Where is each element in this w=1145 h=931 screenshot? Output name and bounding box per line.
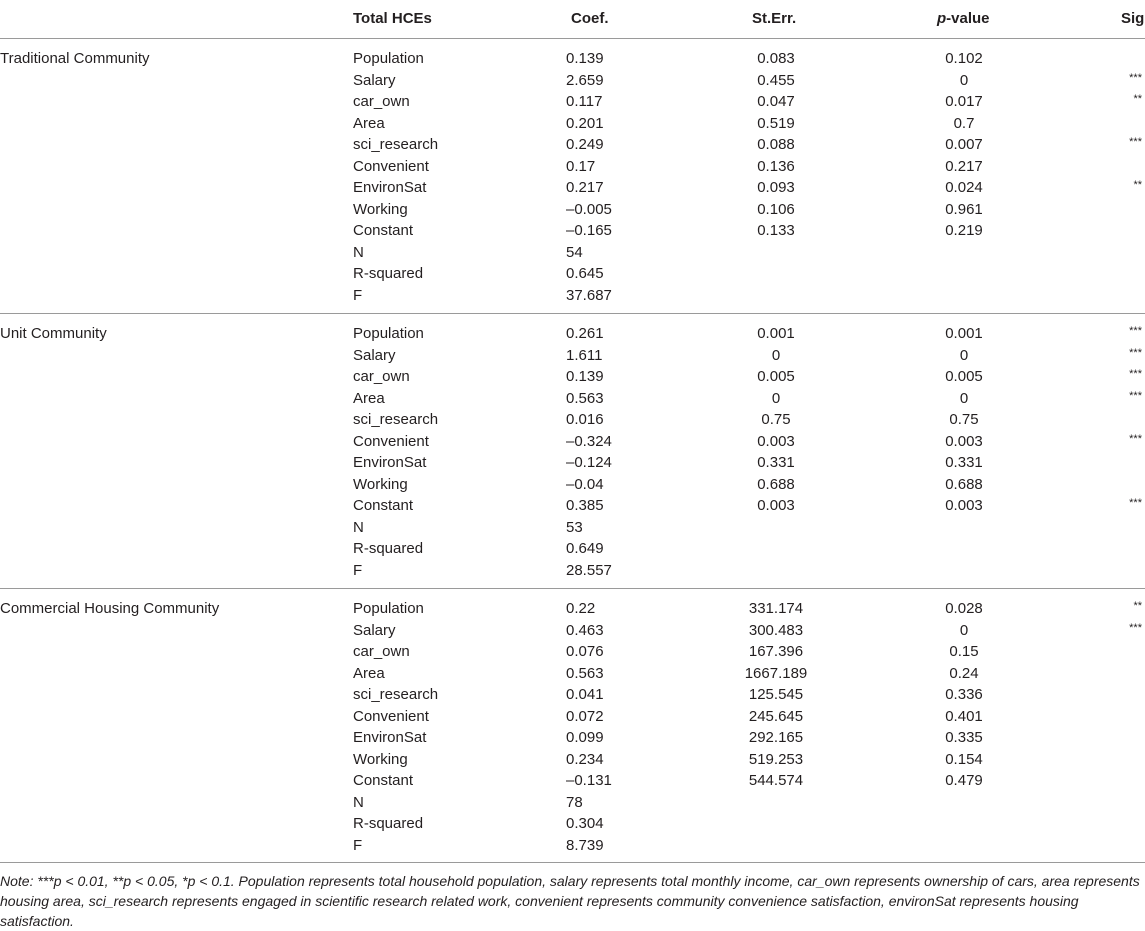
table-row (0, 813, 1145, 835)
cell-st-err: 0.519 (757, 114, 795, 132)
cell-variable: Working (353, 475, 408, 493)
cell-sig: *** (1129, 346, 1142, 359)
cell-variable: EnvironSat (353, 454, 427, 471)
table-row (0, 177, 1145, 199)
cell-st-err: 0.331 (757, 454, 795, 471)
table-row (0, 156, 1145, 178)
cell-variable: Salary (353, 71, 396, 89)
cell-coef: 0.234 (566, 750, 604, 768)
cell-sig: *** (1129, 368, 1142, 380)
table-row (0, 220, 1145, 242)
cell-variable: sci_research (353, 136, 439, 153)
table-row (0, 323, 1145, 345)
cell-sig: ** (1133, 179, 1142, 191)
cell-sig: *** (1129, 497, 1142, 509)
cell-p-value: 0.401 (945, 707, 983, 725)
header-p-rest: -value (946, 10, 990, 27)
cell-st-err: 0.688 (757, 475, 795, 493)
cell-variable: F (353, 286, 363, 304)
header-st-err: St.Err. (752, 10, 797, 27)
cell-st-err: 0.133 (757, 222, 795, 239)
cell-p-value: 0 (959, 621, 969, 639)
cell-p-value: 0.479 (945, 772, 983, 789)
cell-coef: 0.645 (566, 265, 604, 282)
cell-p-value: 0.961 (945, 200, 983, 218)
cell-st-err: 125.545 (748, 686, 804, 703)
header-rule (0, 38, 1145, 39)
cell-p-value: 0.336 (945, 686, 983, 703)
cell-variable: EnvironSat (353, 179, 427, 196)
cell-sig: ** (1133, 600, 1142, 612)
cell-coef: 28.557 (566, 561, 612, 579)
cell-variable: Constant (353, 497, 414, 514)
table-row (0, 474, 1145, 496)
cell-p-value: 0.005 (945, 368, 983, 385)
cell-coef: –0.165 (566, 222, 612, 239)
cell-st-err: 0.75 (761, 411, 791, 428)
cell-coef: 0.041 (566, 686, 604, 703)
table-row (0, 431, 1145, 453)
table-row (0, 285, 1145, 307)
cell-variable: car_own (353, 368, 410, 385)
table-note: Note: ***p < 0.01, **p < 0.05, *p < 0.1. Population represents total household population, salary represents total monthly income, car_own represents ownership of cars, area represents housing area, sci_research represents engaged in scientific research related work, convenient represents community convenience satisfaction, environSat represents housing satisfaction. (0, 873, 1140, 929)
cell-p-value: 0.102 (945, 50, 983, 67)
cell-sig: *** (1129, 432, 1142, 445)
cell-coef: 0.22 (566, 600, 596, 617)
cell-p-value: 0.017 (945, 93, 983, 110)
cell-coef: 0.249 (566, 136, 604, 153)
cell-sig: *** (1129, 136, 1142, 148)
table-row (0, 598, 1145, 620)
cell-variable: R-squared (353, 540, 424, 557)
cell-p-value: 0 (959, 346, 969, 364)
cell-p-value: 0.003 (945, 432, 983, 450)
cell-variable: Working (353, 200, 408, 218)
cell-st-err: 0.047 (757, 93, 795, 110)
cell-coef: 1.611 (566, 346, 603, 364)
cell-variable: Area (353, 664, 385, 682)
cell-sig: ** (1133, 93, 1142, 105)
table-row (0, 495, 1145, 517)
cell-coef: 0.304 (566, 815, 604, 832)
cell-st-err: 0.136 (757, 157, 795, 175)
cell-coef: 0.261 (566, 325, 604, 342)
cell-coef: 0.139 (566, 50, 604, 67)
cell-st-err: 0.106 (757, 200, 795, 218)
cell-st-err: 167.396 (748, 643, 804, 660)
table-row (0, 663, 1145, 685)
table-row (0, 560, 1145, 582)
cell-st-err: 0.001 (757, 325, 795, 342)
cell-coef: 0.139 (566, 368, 604, 385)
table-row (0, 641, 1145, 663)
cell-coef: –0.005 (566, 200, 612, 218)
cell-coef: 0.563 (566, 389, 604, 407)
group-divider (0, 313, 1145, 314)
cell-variable: Population (353, 325, 424, 342)
cell-st-err: 331.174 (748, 600, 804, 617)
cell-coef: –0.131 (566, 772, 612, 789)
table-row (0, 835, 1145, 857)
cell-variable: car_own (353, 643, 410, 660)
cell-coef: 0.016 (566, 411, 604, 428)
cell-st-err: 0.003 (757, 497, 795, 514)
header-p-value (937, 10, 990, 27)
cell-coef: 0.649 (566, 540, 604, 557)
cell-variable: Area (353, 389, 385, 407)
table-header (0, 0, 1145, 38)
cell-p-value: 0.24 (949, 664, 979, 682)
cell-variable: sci_research (353, 686, 439, 703)
cell-p-value: 0.007 (945, 136, 983, 153)
cell-coef: 0.385 (566, 497, 604, 514)
cell-variable: F (353, 561, 363, 579)
cell-coef: 0.076 (566, 643, 604, 660)
cell-st-err: 0.005 (757, 368, 795, 385)
group-label: Commercial Housing Community (0, 600, 220, 617)
cell-coef: 0.463 (566, 621, 604, 639)
bottom-rule (0, 862, 1145, 863)
table-row (0, 538, 1145, 560)
cell-st-err: 300.483 (748, 621, 804, 639)
table-row (0, 263, 1145, 285)
cell-variable: Working (353, 750, 408, 768)
table-row (0, 134, 1145, 156)
cell-variable: R-squared (353, 265, 424, 282)
cell-variable: Area (353, 114, 385, 132)
table-row (0, 70, 1145, 92)
table-row (0, 345, 1145, 367)
table-row (0, 684, 1145, 706)
cell-p-value: 0.335 (945, 729, 983, 746)
cell-p-value: 0.15 (949, 643, 979, 660)
cell-sig: *** (1129, 389, 1142, 402)
cell-variable: EnvironSat (353, 729, 427, 746)
cell-coef: 0.201 (566, 114, 604, 132)
cell-coef: 78 (566, 793, 583, 811)
cell-p-value: 0.688 (945, 475, 983, 493)
table-row (0, 242, 1145, 264)
cell-variable: Constant (353, 222, 414, 239)
cell-p-value: 0.219 (945, 222, 983, 239)
header-coef: Coef. (571, 10, 609, 27)
cell-sig: *** (1129, 325, 1142, 337)
header-sig: Sig (1121, 10, 1145, 27)
cell-variable: N (353, 243, 364, 261)
cell-p-value: 0 (959, 71, 969, 89)
cell-coef: 0.217 (566, 179, 604, 196)
cell-variable: Convenient (353, 707, 429, 725)
cell-st-err: 0.003 (757, 432, 795, 450)
cell-coef: 0.072 (566, 707, 604, 725)
cell-p-value: 0.331 (945, 454, 983, 471)
table-row (0, 706, 1145, 728)
cell-coef: 8.739 (566, 836, 604, 854)
cell-coef: 0.117 (566, 93, 603, 110)
table-row (0, 770, 1145, 792)
cell-st-err: 0 (771, 346, 781, 364)
table-row (0, 749, 1145, 771)
table-row (0, 91, 1145, 113)
cell-variable: F (353, 836, 363, 854)
cell-st-err: 245.645 (748, 707, 804, 725)
table-row (0, 199, 1145, 221)
table-row (0, 727, 1145, 749)
table-row (0, 792, 1145, 814)
cell-sig: *** (1129, 621, 1142, 634)
table-row (0, 409, 1145, 431)
cell-st-err: 519.253 (748, 750, 804, 768)
header-p-italic: p (937, 10, 947, 27)
cell-p-value: 0.217 (945, 157, 983, 175)
cell-variable: Salary (353, 346, 396, 364)
cell-st-err: 544.574 (748, 772, 804, 789)
cell-variable: Convenient (353, 157, 429, 175)
cell-sig: *** (1129, 71, 1142, 84)
cell-coef: 53 (566, 518, 583, 536)
cell-st-err: 0 (771, 389, 781, 407)
cell-p-value: 0 (959, 389, 969, 407)
cell-p-value: 0.7 (953, 114, 975, 132)
cell-variable: Convenient (353, 432, 429, 450)
cell-p-value: 0.024 (945, 179, 983, 196)
cell-st-err: 1667.189 (744, 664, 808, 682)
cell-variable: R-squared (353, 815, 424, 832)
table-row (0, 388, 1145, 410)
cell-variable: Population (353, 600, 424, 617)
cell-coef: –0.324 (566, 432, 612, 450)
table-row (0, 48, 1145, 70)
table-row (0, 452, 1145, 474)
cell-variable: Constant (353, 772, 414, 789)
cell-st-err: 0.088 (757, 136, 795, 153)
header-variable: Total HCEs (353, 10, 432, 27)
table-row (0, 366, 1145, 388)
group-divider (0, 588, 1145, 589)
cell-st-err: 0.083 (757, 50, 795, 67)
cell-p-value: 0.028 (945, 600, 983, 617)
cell-variable: N (353, 793, 364, 811)
cell-coef: 37.687 (566, 286, 612, 304)
cell-p-value: 0.154 (945, 750, 983, 768)
cell-st-err: 0.455 (757, 71, 795, 89)
cell-variable: Population (353, 50, 424, 67)
table-row (0, 517, 1145, 539)
cell-coef: –0.04 (566, 475, 604, 493)
cell-coef: 0.563 (566, 664, 604, 682)
table-row (0, 113, 1145, 135)
group-label: Unit Community (0, 325, 107, 342)
cell-p-value: 0.001 (945, 325, 983, 342)
cell-coef: 0.17 (566, 157, 596, 175)
cell-coef: 0.099 (566, 729, 604, 746)
cell-st-err: 292.165 (748, 729, 804, 746)
cell-variable: Salary (353, 621, 396, 639)
cell-variable: sci_research (353, 411, 439, 428)
cell-p-value: 0.75 (949, 411, 979, 428)
cell-coef: 54 (566, 243, 583, 261)
group-label: Traditional Community (0, 50, 150, 67)
cell-st-err: 0.093 (757, 179, 795, 196)
cell-variable: N (353, 518, 364, 536)
cell-variable: car_own (353, 93, 410, 110)
cell-p-value: 0.003 (945, 497, 983, 514)
cell-coef: 2.659 (566, 71, 604, 89)
table-row (0, 620, 1145, 642)
cell-coef: –0.124 (566, 454, 612, 471)
